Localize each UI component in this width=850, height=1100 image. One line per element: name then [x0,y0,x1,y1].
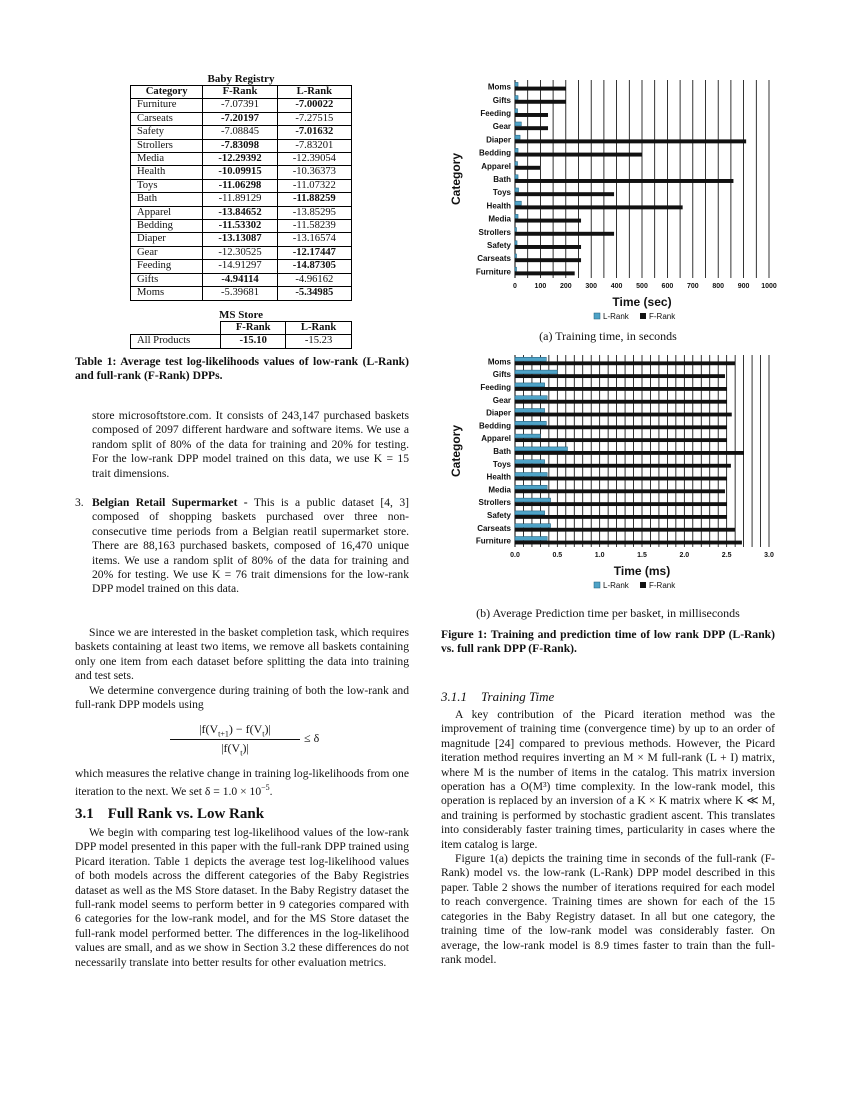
section-3-1-1-heading [441,689,775,705]
table-row [131,287,352,300]
table-row [131,246,352,259]
bar-f-rank [515,219,581,223]
y-axis-title: Category [449,424,463,478]
bar-l-rank [515,485,547,489]
list-item-belgian [75,496,409,597]
cell-f-rank: -13.13087 [203,233,277,246]
bar-l-rank [515,409,545,413]
chart-prediction-time [446,350,780,602]
cell-category: All Products [131,335,221,348]
table-row [131,179,352,192]
category-tick-label: Media [488,485,511,495]
bar-l-rank [515,537,547,541]
bar-f-rank [515,438,727,442]
category-tick-label: Gifts [492,95,511,105]
bar-l-rank [515,109,518,113]
y-axis-title: Category [449,152,463,206]
cell-l-rank: -7.00022 [277,99,351,112]
table-row [131,153,352,166]
x-tick-label: 500 [636,283,648,290]
category-tick-label: Strollers [478,498,511,508]
category-tick-label: Moms [487,357,511,367]
paragraph-figure-1a: Figure 1(a) depicts the training time in seconds of the full-rank (F-Rank) model vs. the low-rank (L-Rank) DPP model described in this paper. Table 2 shows the number of iterations required for each model to reach convergence. Training times are shown for each of the 15 categories in the Baby Registry dataset. In all but one category, the training time of the low-rank model was considerably faster. On average, the low-rank model is 8.9 times faster to train than the full-rank model. [441,852,775,966]
cell-l-rank: -7.27515 [277,112,351,125]
list-number: 3. [75,496,84,509]
category-tick-label: Bedding [479,148,511,158]
bar-l-rank [515,511,545,515]
bar-l-rank [515,96,518,100]
bar-l-rank [515,473,547,477]
cell-category: Feeding [131,260,203,273]
table-row [131,99,352,112]
category-tick-label: Apparel [481,434,511,444]
table-row [131,112,352,125]
bar-f-rank [515,205,683,209]
x-tick-label: 3.0 [764,552,774,559]
table-row [131,273,352,286]
cell-f-rank: -4.94114 [203,273,277,286]
cell-l-rank: -12.39054 [277,153,351,166]
bar-f-rank [515,413,732,417]
cell-category: Diaper [131,233,203,246]
cell-category: Bedding [131,220,203,233]
which-end: . [269,785,273,799]
bar-l-rank [515,201,521,205]
bar-f-rank [515,245,581,249]
table-row [131,260,352,273]
bar-l-rank [515,383,545,387]
bar-f-rank [515,464,731,468]
x-axis-title: Time (ms) [613,564,671,578]
equation-numerator: $|f(V_{t+1}) - f(V_t)|$ [170,722,300,740]
paragraph-which-block [75,767,409,800]
cell-l-rank: -5.34985 [277,287,351,300]
bar-f-rank [515,139,746,143]
paragraph-section-3-1: We begin with comparing test log-likelihood values of the low-rank DPP model presented in this paper with the full-rank DPP trained using Picard iteration. Table 1 depicts the average test log-likelihood values of both models across the different categories of the Baby Registries dataset as well as the MS Store dataset. In the Baby Registry dataset the full-rank model seems to perform better in 9 categories compared with 6 categories for the low-rank model, and for the MS Store dataset the full-rank model performed better. The differences in the log-likelihood values are small, and as we show in Section 3.2 these differences do not necessarily translate into better results for other evaluation metrics. [75,826,409,969]
header-blank [131,322,221,335]
category-tick-label: Carseats [477,254,511,264]
bar-l-rank [515,188,519,192]
table-row [131,166,352,179]
bar-f-rank [515,271,575,275]
category-tick-label: Diaper [486,408,511,418]
which-text: which measures the relative change in training log-likelihoods from one iteration to the next. We set δ = 1.0 × 10 [75,767,409,799]
cell-l-rank: -11.07322 [277,179,351,192]
category-tick-label: Bedding [479,421,511,431]
x-tick-label: 100 [534,283,547,290]
x-axis-title: Time (sec) [612,295,672,309]
numerator-text: |f(V [199,722,219,736]
category-tick-label: Health [486,201,511,211]
table1-caption: Table 1: Average test log-likelihoods values of low-rank (L-Rank) and full-rank (F-Rank) DPPs. [75,355,409,383]
category-tick-label: Gifts [492,370,511,380]
subcaption-a: (a) Training time, in seconds [539,329,677,343]
legend-swatch-l-rank [594,313,600,319]
bar-l-rank [515,228,517,232]
bar-f-rank [515,166,540,170]
cell-category: Furniture [131,99,203,112]
cell-f-rank: -11.89129 [203,193,277,206]
cell-l-rank: -11.58239 [277,220,351,233]
table-row [131,126,352,139]
table-row [131,206,352,219]
bar-f-rank [515,477,727,481]
category-tick-label: Bath [493,175,511,184]
cell-category: Bath [131,193,203,206]
section-3-1-1-body [441,708,775,967]
legend-swatch-f-rank [640,582,646,588]
chart-training-time [446,75,780,323]
cell-f-rank: -7.07391 [203,99,277,112]
section-3-1-heading [75,806,409,823]
table-title-baby-registry: Baby Registry [207,73,275,85]
cell-l-rank: -13.16574 [277,233,351,246]
x-tick-label: 1.0 [594,552,605,559]
belgian-body: This is a public dataset [4, 3] composed of shopping baskets purchased over three non-consecutive time periods from a Belgian reatil supermarket store. There are 88,163 purchased baskets, composed of 16,470 unique items. We use a random split of 80% of the data for training and 20% for testing. We use K = 76 trait dimensions for the low-rank DPP model trained on this data. [92,496,409,596]
legend-label-f-rank: F-Rank [649,581,676,590]
bar-l-rank [515,447,567,451]
cell-category: Gear [131,246,203,259]
category-tick-label: Carseats [477,523,511,533]
bar-l-rank [515,135,520,139]
category-tick-label: Safety [486,511,511,520]
bar-l-rank [515,460,545,464]
cell-f-rank: -7.83098 [203,139,277,152]
bar-f-rank [515,425,727,429]
table-row [131,233,352,246]
cell-category: Gifts [131,273,203,286]
category-tick-label: Strollers [478,227,511,237]
subsection-title: Training Time [481,689,555,704]
table1-baby-registry [130,73,352,301]
bar-f-rank [515,192,614,196]
category-tick-label: Gear [492,395,511,405]
bar-f-rank [515,100,566,104]
table-row [131,335,352,348]
ms-store-description [92,409,409,481]
x-tick-label: 2.0 [679,552,690,559]
which-exponent: −5 [261,783,270,793]
category-tick-label: Bath [493,447,511,456]
bar-f-rank [515,528,735,532]
table1-ms-store [130,309,352,349]
x-tick-label: 400 [610,283,623,290]
bar-f-rank [515,113,548,117]
bar-f-rank [515,502,727,506]
cell-category: Apparel [131,206,203,219]
table-header-row [131,322,352,335]
bar-f-rank [515,541,742,545]
x-tick-label: 0.5 [552,552,563,559]
section-title: Full Rank vs. Low Rank [107,806,265,822]
bar-f-rank [515,451,744,455]
bar-f-rank [515,179,733,183]
cell-f-rank: -14.91297 [203,260,277,273]
x-tick-label: 0.0 [510,552,520,559]
cell-f-rank: -7.20197 [203,112,277,125]
category-tick-label: Moms [487,82,511,92]
paragraph-which [75,767,409,800]
bar-l-rank [515,421,546,425]
header-f-rank: F-Rank [203,86,277,99]
table-title-ms-store: MS Store [218,309,264,321]
category-tick-label: Feeding [480,109,511,118]
section-number: 3.1 [75,806,94,822]
header-f-rank: F-Rank [221,322,286,335]
cell-l-rank: -12.17447 [277,246,351,259]
header-l-rank: L-Rank [286,322,352,335]
cell-l-rank: -7.01632 [277,126,351,139]
paragraph-belgian [92,496,409,597]
convergence-equation [170,722,330,758]
cell-l-rank: -11.88259 [277,193,351,206]
cell-f-rank: -7.08845 [203,126,277,139]
x-tick-label: 1000 [761,283,777,290]
x-tick-label: 600 [661,283,674,290]
table-row [131,193,352,206]
cell-category: Health [131,166,203,179]
category-tick-label: Safety [486,241,511,250]
legend-label-l-rank: L-Rank [603,581,629,590]
category-tick-label: Feeding [480,383,511,392]
paragraph-since: Since we are interested in the basket completion task, which requires baskets containing at least two items, we remove all baskets containing only one item from each dataset before splitting the data into training and test sets. [75,626,409,683]
bar-f-rank [515,258,581,262]
bar-l-rank [515,498,551,502]
cell-l-rank: -14.87305 [277,260,351,273]
denominator-text: |f(V [221,741,241,756]
legend-swatch-l-rank [594,582,600,588]
bar-f-rank [515,515,727,519]
equation-leq-delta: ≤ δ [304,731,320,745]
bar-l-rank [515,122,521,126]
cell-category: Toys [131,179,203,192]
cell-category: Safety [131,126,203,139]
cell-l-rank: -4.96162 [277,273,351,286]
bar-f-rank [515,489,725,493]
x-tick-label: 2.5 [721,552,732,559]
bar-l-rank [515,214,518,218]
x-tick-label: 300 [585,283,598,290]
bar-l-rank [515,254,517,258]
table-row [131,220,352,233]
bar-f-rank [515,361,735,365]
x-tick-label: 700 [686,283,699,290]
belgian-title: Belgian Retail Supermarket - [92,496,248,509]
bar-l-rank [515,241,517,245]
bar-f-rank [515,153,642,157]
category-tick-label: Media [488,214,511,224]
paragraph-since-block [75,626,409,712]
bar-f-rank [515,87,566,91]
x-tick-label: 200 [559,283,572,290]
header-l-rank: L-Rank [277,86,351,99]
cell-category: Moms [131,287,203,300]
header-category: Category [131,86,203,99]
bar-l-rank [515,396,547,400]
paragraph-ms-store: store microsoftstore.com. It consists of 243,147 purchased baskets composed of 2097 different hardware and software items. We use a random split of 80% of the data for training and 20% for testing. For the low-rank DPP model trained on this data, we use K = 15 trait dimensions. [92,409,409,480]
cell-f-rank: -10.09915 [203,166,277,179]
x-tick-label: 800 [712,283,725,290]
equation-fraction [170,722,300,758]
bar-l-rank [515,370,557,374]
paragraph-key-contribution: A key contribution of the Picard iteration method was the improvement of training time (convergence time) by up to an order of magnitude [24] compared to previous methods. However, the Picard iteration method requires inverting an M × M full-rank (L + I) matrix, where M is the number of items in the catalog. This matrix inversion operation has a O(M³) time complexity. In the low-rank model, this operation is replaced by an inversion of a K × K matrix where K ≪ M, and training is performed by stochastic gradient ascent. This translates into considerably faster training times, particularity in cases where the item catalog is large. [441,708,775,851]
baby-registry-table [130,85,352,301]
cell-l-rank: -10.36373 [277,166,351,179]
x-tick-label: 1.5 [637,552,647,559]
legend-label-l-rank: L-Rank [603,312,629,321]
cell-l-rank: -7.83201 [277,139,351,152]
bar-f-rank [515,387,727,391]
cell-f-rank: -11.53302 [203,220,277,233]
subcaption-b: (b) Average Prediction time per basket, in milliseconds [476,606,740,620]
cell-f-rank: -15.10 [221,335,286,348]
legend-swatch-f-rank [640,313,646,319]
cell-f-rank: -13.84652 [203,206,277,219]
bar-l-rank [515,524,551,528]
x-tick-label: 900 [737,283,750,290]
subsection-number: 3.1.1 [441,689,467,704]
category-tick-label: Toys [492,188,511,198]
cell-category: Media [131,153,203,166]
paragraph-convergence: We determine convergence during training of both the low-rank and full-rank DPP models using [75,683,409,712]
figure1-caption: Figure 1: Training and prediction time of low rank DPP (L-Rank) vs. full rank DPP (F-Rank). [441,628,775,656]
category-tick-label: Gear [492,122,511,132]
category-tick-label: Furniture [475,267,511,277]
bar-l-rank [515,357,546,361]
category-tick-label: Toys [492,459,511,469]
bar-l-rank [515,434,540,438]
cell-f-rank: -12.30525 [203,246,277,259]
equation-denominator: $|f(V_t)|$ [221,741,249,758]
cell-category: Strollers [131,139,203,152]
bar-l-rank [515,162,518,166]
table-header-row [131,86,352,99]
category-tick-label: Diaper [486,135,511,145]
legend-label-f-rank: F-Rank [649,312,676,321]
cell-l-rank: -13.85295 [277,206,351,219]
bar-l-rank [515,148,518,152]
bar-f-rank [515,126,548,130]
cell-l-rank: -15.23 [286,335,352,348]
table-row [131,139,352,152]
x-tick-label: 0 [513,283,517,290]
cell-category: Carseats [131,112,203,125]
cell-f-rank: -12.29392 [203,153,277,166]
ms-store-table [130,321,352,349]
section-3-1-body [75,826,409,970]
bar-l-rank [515,82,518,86]
bar-f-rank [515,374,725,378]
cell-f-rank: -5.39681 [203,287,277,300]
bar-f-rank [515,400,727,404]
bar-l-rank [515,267,517,271]
category-tick-label: Furniture [475,536,511,546]
bar-l-rank [515,175,518,179]
cell-f-rank: -11.06298 [203,179,277,192]
bar-f-rank [515,232,614,236]
category-tick-label: Apparel [481,161,511,171]
category-tick-label: Health [486,472,511,482]
